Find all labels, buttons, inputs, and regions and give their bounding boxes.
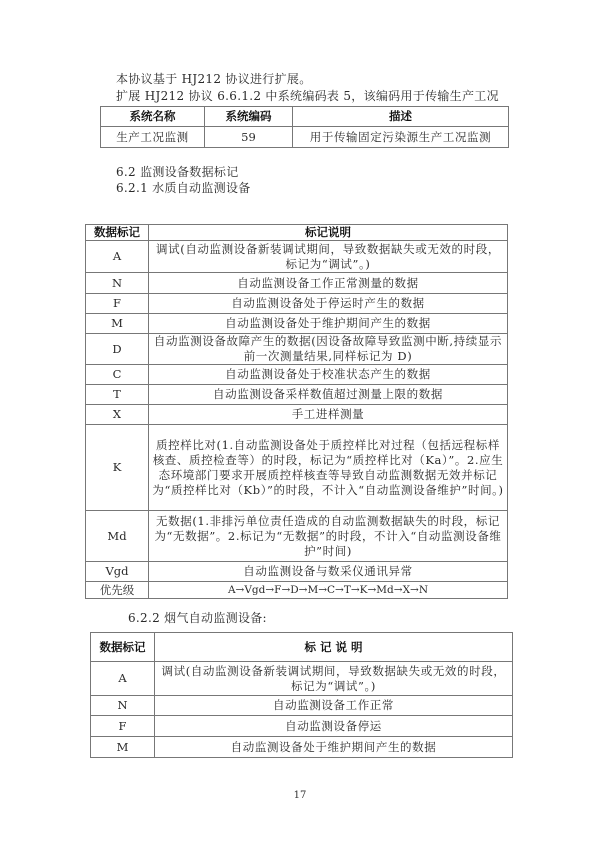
- mark-description: 调试(自动监测设备新装调试期间，导致数据缺失或无效的时段，标记为“调试”。): [155, 662, 513, 696]
- section-heading-6-2: 6.2 监测设备数据标记: [116, 165, 239, 179]
- mark-code: Md: [86, 511, 149, 562]
- mark-description: 手工进样测量: [149, 405, 508, 425]
- table-row: [86, 385, 508, 405]
- mark-description: 质控样比对(1.自动监测设备处于质控样比对过程（包括远程标样核查、质控检查等）的时段，标记为“质控样比对（Ka）”。2.应生态环境部门要求开展质控样核查等导致自动监测数据无效并标记为“质控样比对（Kb）”的时段，不计入“自动监测设备维护”时间。): [149, 425, 508, 511]
- mark-description: 自动监测设备处于维护期间产生的数据: [149, 314, 508, 334]
- table-row: [86, 294, 508, 314]
- table-row: [91, 696, 513, 716]
- table-row: [86, 365, 508, 385]
- table-header-row: [101, 107, 509, 127]
- mark-code: K: [86, 425, 149, 511]
- mark-description: 自动监测设备故障产生的数据(因设备故障导致监测中断,持续显示前一次测量结果,同样标记为 D): [149, 334, 508, 365]
- mark-code: Vgd: [86, 562, 149, 582]
- mark-code: A: [91, 662, 155, 696]
- table-header-row: [91, 633, 513, 662]
- table-row: [91, 716, 513, 737]
- mark-code: T: [86, 385, 149, 405]
- cell-description: 用于传输固定污染源生产工况监测: [293, 127, 509, 148]
- table-row: [91, 737, 513, 758]
- cell-system-code: 59: [205, 127, 293, 148]
- flue-gas-mark-table: [90, 632, 513, 758]
- mark-description: 自动监测设备工作正常: [155, 696, 513, 716]
- table-row: [86, 273, 508, 294]
- mark-code: M: [91, 737, 155, 758]
- header-system-name: 系统名称: [101, 107, 205, 127]
- system-code-table: [100, 106, 509, 148]
- mark-description: 自动监测设备与数采仪通讯异常: [149, 562, 508, 582]
- table-row: [91, 662, 513, 696]
- header-description: 描述: [293, 107, 509, 127]
- table-row: [86, 425, 508, 511]
- mark-description: 自动监测设备处于校准状态产生的数据: [149, 365, 508, 385]
- header-mark-description: 标 记 说 明: [155, 633, 513, 662]
- cell-system-name: 生产工况监测: [101, 127, 205, 148]
- mark-description: 自动监测设备工作正常测量的数据: [149, 273, 508, 294]
- mark-code: N: [91, 696, 155, 716]
- mark-code: M: [86, 314, 149, 334]
- table-row: [86, 241, 508, 273]
- mark-code: F: [86, 294, 149, 314]
- section-heading-6-2-1: 6.2.1 水质自动监测设备: [116, 181, 251, 195]
- intro-line-1: 本协议基于 HJ212 协议进行扩展。: [116, 72, 312, 86]
- page-number: 17: [293, 790, 307, 801]
- header-data-mark: 数据标记: [91, 633, 155, 662]
- mark-description: 自动监测设备采样数值超过测量上限的数据: [149, 385, 508, 405]
- header-data-mark: 数据标记: [86, 225, 149, 241]
- priority-order: A→Vgd→F→D→M→C→T→K→Md→X→N: [149, 582, 508, 599]
- mark-description: 自动监测设备处于停运时产生的数据: [149, 294, 508, 314]
- mark-description: 自动监测设备处于维护期间产生的数据: [155, 737, 513, 758]
- mark-code: A: [86, 241, 149, 273]
- header-system-code: 系统编码: [205, 107, 293, 127]
- mark-code: D: [86, 334, 149, 365]
- mark-code: C: [86, 365, 149, 385]
- water-quality-mark-table: [85, 224, 508, 599]
- table-row: [86, 314, 508, 334]
- table-row: [86, 405, 508, 425]
- table-row: [86, 511, 508, 562]
- table-row: [101, 127, 509, 148]
- mark-code: X: [86, 405, 149, 425]
- priority-row: [86, 582, 508, 599]
- priority-label: 优先级: [86, 582, 149, 599]
- table-row: [86, 562, 508, 582]
- mark-description: 调试(自动监测设备新装调试期间，导致数据缺失或无效的时段，标记为“调试”。): [149, 241, 508, 273]
- mark-description: 自动监测设备停运: [155, 716, 513, 737]
- mark-code: F: [91, 716, 155, 737]
- intro-line-2: 扩展 HJ212 协议 6.6.1.2 中系统编码表 5，该编码用于传输生产工况: [116, 89, 499, 103]
- mark-description: 无数据(1.非排污单位责任造成的自动监测数据缺失的时段，标记为“无数据”。2.标记为“无数据”的时段，不计入“自动监测设备维护”时间): [149, 511, 508, 562]
- section-heading-6-2-2: 6.2.2 烟气自动监测设备:: [128, 611, 267, 625]
- table-row: [86, 334, 508, 365]
- mark-code: N: [86, 273, 149, 294]
- header-mark-description: 标记说明: [149, 225, 508, 241]
- table-header-row: [86, 225, 508, 241]
